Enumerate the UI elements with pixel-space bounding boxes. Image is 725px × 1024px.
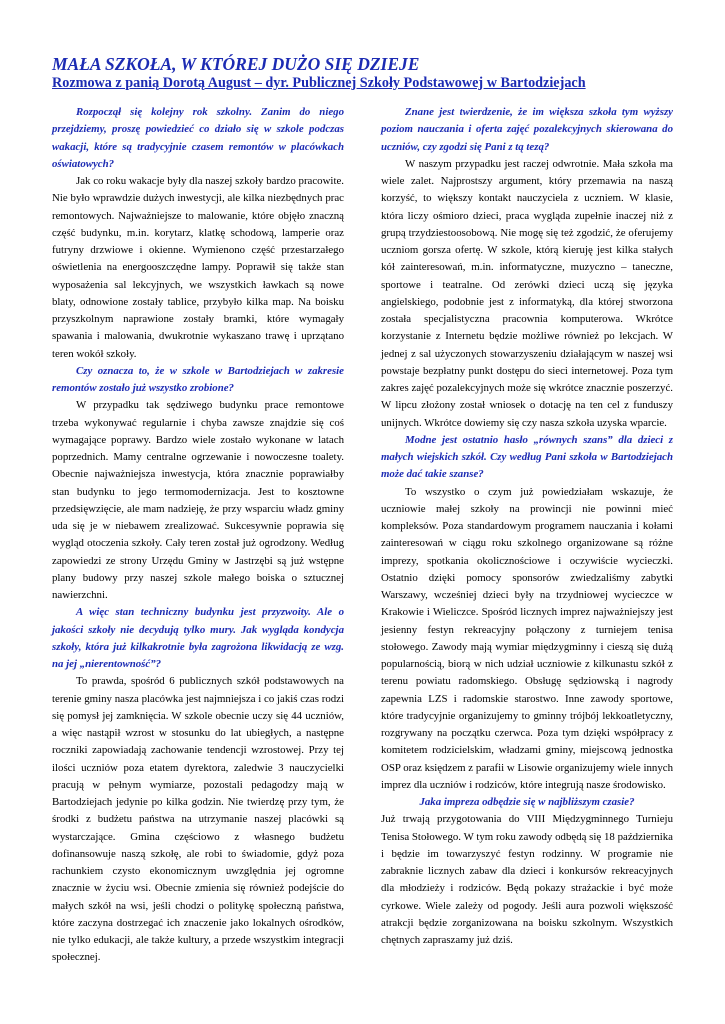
- interview-answer: To wszystko o czym już powiedziałam wskazuje, że uczniowie małej szkoły na prowincji nie powinni mieć kompleksów. Poza standardowym programem nauczania i kołami zainteresowań w ciągu roku szkolnego organizowane są różne imprezy, spotkania okolicznościowe i oczywiście wycieczki. Ostatnio dzięki pomocy sponsorów zwiedzaliśmy zabytki Warszawy, wcześniej dzieci były na trzydniowej wycieczce w Krakowie i Wieliczce. Spośród licznych imprez najważniejszy jest jesienny festyn rekreacyjny połączony z turniejem tenisa stołowego. Zawody mają wymiar międzygminny i cieszą się dużą popularnością, biorą w nich udział uczniowie z kilkunastu szkół z terenu powiatu radomskiego. Obsługę sędziowską i nagrody zapewnia LZS i radomskie starostwo. Inne zawody sportowe, które tradycyjnie organizujemy to gminny trójbój lekkoatletyczny, rozgrywany na początku czerwca. Poza tym dzięki współpracy z komitetem rodzicielskim, władzami gminy, miejscową jednostka OSP oraz księdzem z parafii w Lisowie organizujemy wiele innych imprez dla uczniów i rodziców, które integrują nasze środowisko.: [381, 485, 673, 791]
- left-column: [52, 104, 344, 967]
- interview-answer: W przypadku tak sędziwego budynku prace remontowe trzeba wykonywać regularnie i chyba zawsze znajdzie się coś wymagające poprawy. Bardzo wiele zostało wykonane w latach poprzednich. Mamy centralne ogrzewanie i nowoczesne toalety. Obecnie najważniejsza inwestycja, która znacznie poprawiałby stan budynku to jego termomodernizacja. Jest to kosztowne przedsięwzięcie, ale mam nadzieję, że przy wsparciu władz gminy uda się je w niebawem zrealizować. Sukcesywnie poprawia się wygląd otoczenia szkoły. Cały teren został już ogrodzony. Według zapowiedzi ze strony Urzędu Gminy w Jastrzębi są już wstępne plany budowy przy naszej szkole małego boiska o sztucznej nawierzchni.: [52, 399, 344, 601]
- article-subtitle: Rozmowa z panią Dorotą August – dyr. Publicznej Szkoły Podstawowej w Bartodziejach: [52, 75, 586, 91]
- interview-answer: To prawda, spośród 6 publicznych szkół podstawowych na terenie gminy nasza placówka jest najmniejsza i co jakiś czas rodzi się pomysł jej zamknięcia. W szkole obecnie uczy się 44 uczniów, a więc nastąpił wzrost w stosunku do lat ubiegłych, a następne roczniki zapowiadają zachowanie tendencji wzrostowej. Przy tej ilości uczniów poza etatem dyrektora, zaledwie 3 nauczycielki pracują w pełnym wymiarze, pozostali pedagodzy mają w Bartodziejach jedynie po kilka godzin. Nie twierdzę przy tym, że środki z budżetu państwa na utrzymanie naszej placówki są wystarczające. Gmina częściowo z własnego budżetu dofinansowuje naszą szkołę, ale robi to świadomie, gdyż poza rachunkiem czysto ekonomicznym uwzględnia jej ogromne znacznie w życiu wsi. Obecnie zmienia się również podejście do małych szkół na wsi, jeśli chodzi o politykę społeczną państwa, które zaczyna dostrzegać ich znaczenie jako lokalnych ośrodków, nie tylko edukacji, ale także kultury, a przede wszystkim integracji społecznej.: [52, 675, 344, 964]
- interview-answer: W naszym przypadku jest raczej odwrotnie. Mała szkoła ma wiele zalet. Najprostszy argument, który przemawia na naszą korzyść, to większy kontakt nauczyciela z uczniem. W klasie, która liczy ośmioro dzieci, praca wygląda zupełnie inaczej niż z grupą trzydziestoosobową. Nie mogę się też zgodzić, że oferujemy uczniom gorsza ofertę. W szkole, którą kieruję jest kilka stałych kół zainteresowań, m.in. informatyczne, muzyczno – taneczne, sportowe i teatralne. Od zerówki dzieci uczą się języka angielskiego, podobnie jest z informatyką, dla której stworzona została specjalistyczna pracownia komputerowa. Wkrótce korzystanie z Internetu będzie możliwe również po lekcjach. W jednej z sal użyczonych stowarzyszeniu działającym w naszej wsi powstaje bezpłatny punkt dostępu do sieci internetowej. Poza tym zakres zajęć pozalekcyjnych może się wkrótce znacznie poszerzyć. W lipcu złożony został wniosek o dotację na ten cel z funduszy unijnych. Wkrótce dowiemy się czy nasza szkoła uzyska wparcie.: [381, 157, 673, 429]
- right-column: [381, 104, 673, 949]
- interview-question: Rozpoczął się kolejny rok szkolny. Zanim do niego przejdziemy, proszę powiedzieć co działo się w szkole podczas wakacji, które są tradycyjnie czasem remontów w placówkach oświatowych?: [52, 106, 344, 170]
- interview-answer: Jak co roku wakacje były dla naszej szkoły bardzo pracowite. Nie było wprawdzie dużych inwestycji, ale kilka niezbędnych prac remontowych. Najważniejsze to malowanie, które objęło znaczną część budynku, m.in. korytarz, klatkę schodową, lamperie oraz futryny drzwiowe i okienne. Wymienono część przestarzałego oświetlenia na energooszczędne lampy. Poprawił się także stan wyposażenia sal lekcyjnych, we wszystkich ławkach są nowe blaty, odnowione zostały tablice, przybyło kilka map. Na boisku przyszkolnym naprawione zostały bramki, które wymagały spawania i malowania, dwukrotnie wykaszano trawę i uprzątano teren wokół szkoły.: [52, 175, 344, 360]
- interview-question: Znane jest twierdzenie, że im większa szkoła tym wyższy poziom nauczania i oferta zajęć pozalekcyjnych skierowana do uczniów, czy zgodzi się Pani z tą tezą?: [381, 106, 673, 153]
- article-title: MAŁA SZKOŁA, W KTÓREJ DUŻO SIĘ DZIEJE: [52, 54, 420, 74]
- interview-question: A więc stan techniczny budynku jest przyzwoity. Ale o jakości szkoły nie decydują tylko mury. Jak wygląda kondycja szkoły, która już kilkakrotnie była zagrożona likwidacją ze wzg. na jej „nierentowność”?: [52, 606, 344, 670]
- interview-question: Jaka impreza odbędzie się w najbliższym czasie?: [419, 796, 635, 808]
- interview-question: Modne jest ostatnio hasło „równych szans” dla dzieci z małych wiejskich szkół. Czy według Pani szkoła w Bartodziejach może dać takie szanse?: [381, 433, 673, 481]
- interview-question: Czy oznacza to, że w szkole w Bartodziejach w zakresie remontów zostało już wszystko zrobione?: [52, 364, 344, 394]
- interview-answer: Już trwają przygotowania do VIII Międzygminnego Turnieju Tenisa Stołowego. W tym roku zawody odbędą się 18 października i będzie im towarzyszyć festyn rodzinny. W programie nie zabraknie licznych zabaw dla dzieci i konkursów rekreacyjnych dla młodzieży i rodziców. Będą pokazy strażackie i być może cyrkowe. Wiele zależy od pogody. Jeśli aura pozwoli większość atrakcji będzie zorganizowana na boisku szkolnym. Wszystkich chętnych zapraszamy już dziś.: [381, 813, 673, 946]
